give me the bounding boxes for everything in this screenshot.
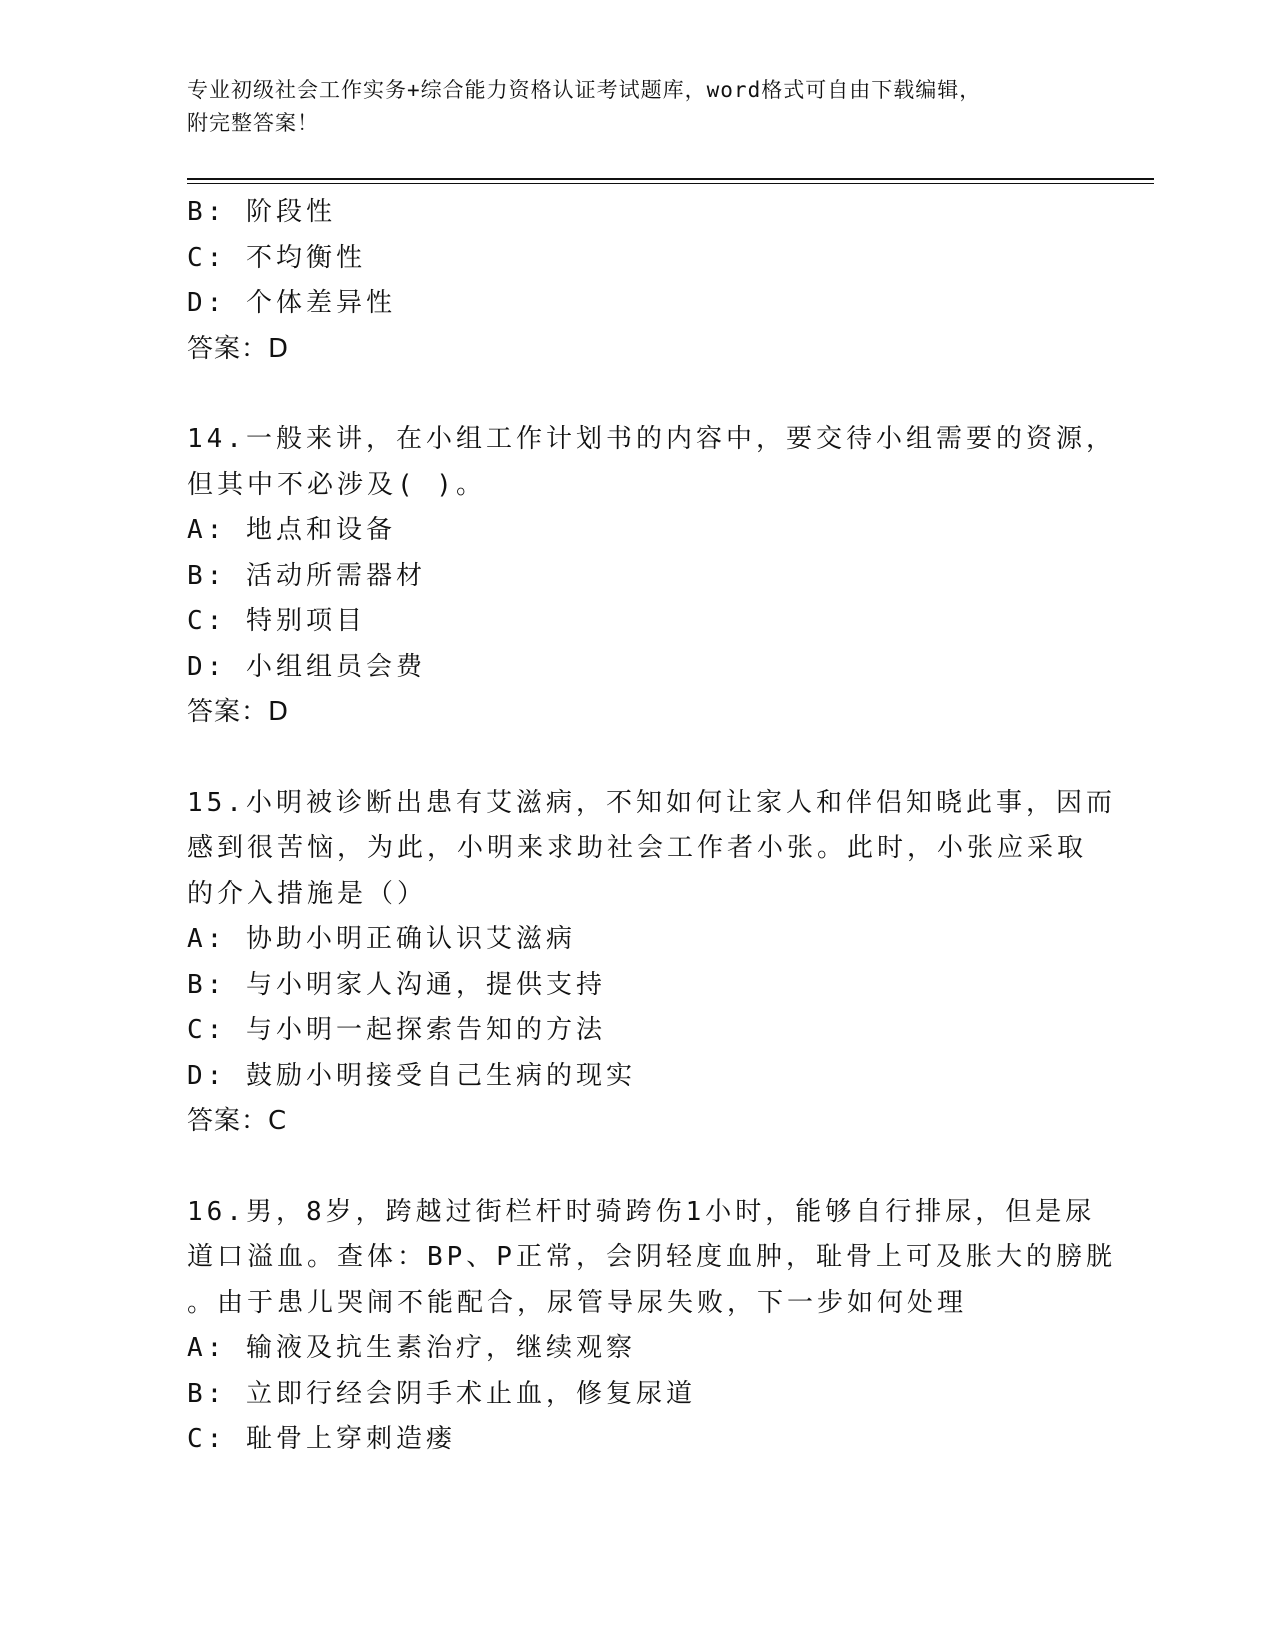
option-b: B: 阶段性 bbox=[187, 197, 336, 227]
option-a: A: 地点和设备 bbox=[187, 515, 396, 545]
option-b: B: 与小明家人沟通，提供支持 bbox=[187, 969, 606, 1000]
question-stem-line: 道口溢血。查体：BP、P正常，会阴轻度血肿，耻骨上可及胀大的膀胱 bbox=[187, 1242, 1116, 1272]
option-c: C: 与小明一起探索告知的方法 bbox=[187, 1015, 606, 1045]
question-content bbox=[187, 190, 1147, 1463]
answer-line: 答案：D bbox=[187, 333, 290, 364]
document-header bbox=[187, 74, 1087, 140]
header-divider-thin bbox=[187, 183, 1154, 184]
question-stem-line: 。由于患儿哭闹不能配合，尿管导尿失败，下一步如何处理 bbox=[187, 1287, 968, 1318]
question-stem-line: 的介入措施是（） bbox=[187, 878, 428, 909]
question-stem-line: 感到很苦恼，为此，小明来求助社会工作者小张。此时，小张应采取 bbox=[187, 833, 1088, 863]
option-a: A: 协助小明正确认识艾滋病 bbox=[187, 924, 576, 954]
option-b: B: 活动所需器材 bbox=[187, 560, 426, 591]
question-13 bbox=[187, 190, 1147, 372]
question-stem-line: 但其中不必涉及( )。 bbox=[187, 469, 486, 500]
option-b: B: 立即行经会阴手术止血，修复尿道 bbox=[187, 1378, 696, 1409]
question-14 bbox=[187, 417, 1147, 736]
option-c: C: 不均衡性 bbox=[187, 242, 366, 273]
question-15 bbox=[187, 781, 1147, 1145]
question-stem-line: 15.小明被诊断出患有艾滋病，不知如何让家人和伴侣知晓此事，因而 bbox=[187, 787, 1116, 818]
question-16 bbox=[187, 1190, 1147, 1463]
question-stem-line: 14.一般来讲，在小组工作计划书的内容中，要交待小组需要的资源， bbox=[187, 424, 1116, 454]
option-d: D: 个体差异性 bbox=[187, 288, 396, 318]
option-c: C: 耻骨上穿刺造瘘 bbox=[187, 1424, 456, 1454]
question-stem-line: 16.男，8岁，跨越过街栏杆时骑跨伤1小时，能够自行排尿，但是尿 bbox=[187, 1196, 1096, 1227]
header-line-2: 附完整答案！ bbox=[187, 111, 319, 135]
answer-line: 答案：D bbox=[187, 697, 290, 727]
header-divider-thick bbox=[187, 178, 1154, 180]
option-d: D: 小组组员会费 bbox=[187, 651, 426, 682]
header-line-1: 专业初级社会工作实务+综合能力资格认证考试题库，word格式可自由下载编辑， bbox=[187, 78, 982, 102]
option-d: D: 鼓励小明接受自己生病的现实 bbox=[187, 1060, 636, 1091]
option-a: A: 输液及抗生素治疗，继续观察 bbox=[187, 1333, 636, 1363]
option-c: C: 特别项目 bbox=[187, 606, 366, 636]
answer-line: 答案：C bbox=[187, 1106, 288, 1136]
